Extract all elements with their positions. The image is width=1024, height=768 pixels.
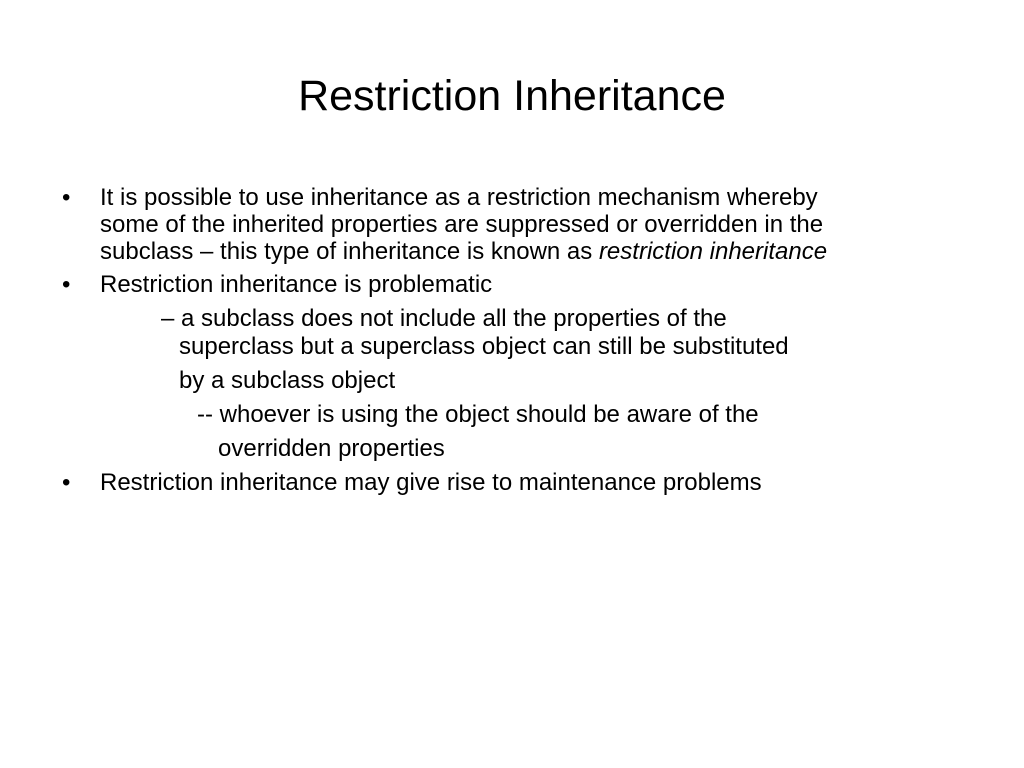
sub-line-4: -- whoever is using the object should be aware of the <box>197 401 759 428</box>
bullet-marker-1: • <box>62 184 71 211</box>
bullet-marker-2: • <box>62 271 71 298</box>
bullet-1-line-2: some of the inherited properties are suppressed or overridden in the <box>100 211 824 238</box>
bullet-1-line-1: It is possible to use inheritance as a restriction mechanism whereby <box>100 184 818 211</box>
sub-line-1: – a subclass does not include all the properties of the <box>161 305 727 332</box>
bullet-1-line-3 <box>100 238 827 266</box>
bullet-1-emphasis: restriction inheritance <box>598 238 828 265</box>
bullet-marker-3: • <box>62 469 71 496</box>
bullet-1-line-3-text: subclass – this type of inheritance is known as <box>100 238 599 265</box>
sub-line-3: by a subclass object <box>179 367 396 394</box>
sub-line-5: overridden properties <box>218 435 445 462</box>
slide-title: Restriction Inheritance <box>298 72 726 120</box>
bullet-3-line-1: Restriction inheritance may give rise to maintenance problems <box>100 469 762 496</box>
bullet-2-line-1: Restriction inheritance is problematic <box>100 271 493 298</box>
sub-line-2: superclass but a superclass object can still be substituted <box>179 333 789 360</box>
